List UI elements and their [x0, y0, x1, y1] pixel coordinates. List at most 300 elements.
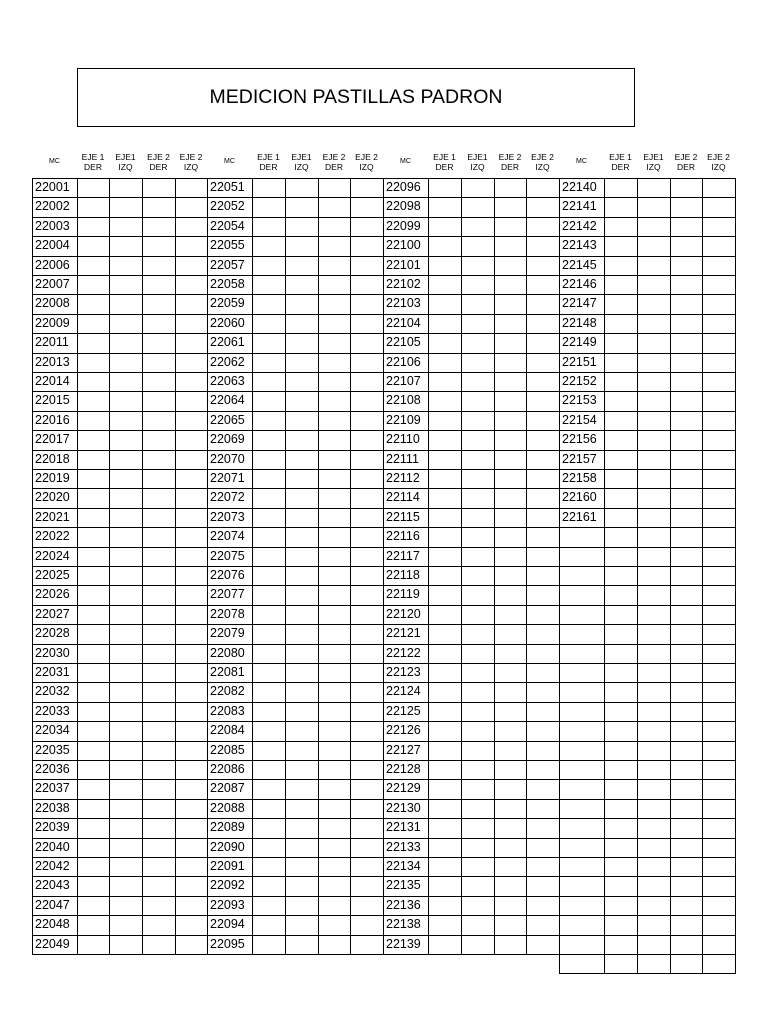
measurement-cell[interactable]	[143, 392, 175, 410]
measurement-cell[interactable]	[176, 703, 207, 721]
measurement-cell[interactable]	[253, 315, 285, 333]
measurement-cell[interactable]	[671, 528, 702, 546]
measurement-cell[interactable]	[429, 916, 461, 934]
measurement-cell[interactable]	[703, 198, 735, 216]
measurement-cell[interactable]	[527, 858, 559, 876]
measurement-cell[interactable]	[253, 819, 285, 837]
measurement-cell[interactable]	[110, 819, 142, 837]
measurement-cell[interactable]	[176, 179, 207, 197]
measurement-cell[interactable]	[605, 276, 637, 294]
measurement-cell[interactable]	[319, 257, 350, 275]
measurement-cell[interactable]	[78, 780, 109, 798]
measurement-cell[interactable]	[78, 528, 109, 546]
measurement-cell[interactable]	[671, 936, 702, 954]
measurement-cell[interactable]	[638, 451, 670, 469]
measurement-cell[interactable]	[495, 509, 526, 527]
measurement-cell[interactable]	[286, 625, 318, 643]
measurement-cell[interactable]	[110, 936, 142, 954]
measurement-cell[interactable]	[319, 489, 350, 507]
measurement-cell[interactable]	[638, 819, 670, 837]
measurement-cell[interactable]	[703, 742, 735, 760]
measurement-cell[interactable]	[495, 567, 526, 585]
measurement-cell[interactable]	[253, 179, 285, 197]
measurement-cell[interactable]	[429, 237, 461, 255]
measurement-cell[interactable]	[527, 877, 559, 895]
measurement-cell[interactable]	[351, 780, 383, 798]
measurement-cell[interactable]	[462, 354, 494, 372]
measurement-cell[interactable]	[495, 625, 526, 643]
measurement-cell[interactable]	[351, 916, 383, 934]
measurement-cell[interactable]	[462, 567, 494, 585]
measurement-cell[interactable]	[495, 916, 526, 934]
measurement-cell[interactable]	[703, 237, 735, 255]
measurement-cell[interactable]	[429, 606, 461, 624]
measurement-cell[interactable]	[703, 839, 735, 857]
measurement-cell[interactable]	[605, 645, 637, 663]
measurement-cell[interactable]	[671, 722, 702, 740]
measurement-cell[interactable]	[143, 936, 175, 954]
measurement-cell[interactable]	[176, 916, 207, 934]
measurement-cell[interactable]	[605, 179, 637, 197]
measurement-cell[interactable]	[319, 334, 350, 352]
measurement-cell[interactable]	[253, 528, 285, 546]
measurement-cell[interactable]	[286, 218, 318, 236]
measurement-cell[interactable]	[286, 334, 318, 352]
measurement-cell[interactable]	[703, 780, 735, 798]
measurement-cell[interactable]	[703, 412, 735, 430]
measurement-cell[interactable]	[638, 528, 670, 546]
measurement-cell[interactable]	[78, 334, 109, 352]
measurement-cell[interactable]	[462, 742, 494, 760]
measurement-cell[interactable]	[351, 625, 383, 643]
measurement-cell[interactable]	[110, 645, 142, 663]
measurement-cell[interactable]	[703, 586, 735, 604]
measurement-cell[interactable]	[78, 412, 109, 430]
measurement-cell[interactable]	[605, 567, 637, 585]
measurement-cell[interactable]	[605, 858, 637, 876]
measurement-cell[interactable]	[143, 858, 175, 876]
measurement-cell[interactable]	[78, 819, 109, 837]
measurement-cell[interactable]	[638, 645, 670, 663]
measurement-cell[interactable]	[429, 645, 461, 663]
measurement-cell[interactable]	[671, 257, 702, 275]
measurement-cell[interactable]	[319, 315, 350, 333]
measurement-cell[interactable]	[527, 625, 559, 643]
measurement-cell[interactable]	[319, 936, 350, 954]
measurement-cell[interactable]	[110, 315, 142, 333]
measurement-cell[interactable]	[462, 703, 494, 721]
measurement-cell[interactable]	[429, 761, 461, 779]
measurement-cell[interactable]	[176, 625, 207, 643]
measurement-cell[interactable]	[143, 683, 175, 701]
measurement-cell[interactable]	[605, 606, 637, 624]
measurement-cell[interactable]	[78, 451, 109, 469]
measurement-cell[interactable]	[605, 257, 637, 275]
measurement-cell[interactable]	[110, 218, 142, 236]
measurement-cell[interactable]	[176, 489, 207, 507]
measurement-cell[interactable]	[253, 916, 285, 934]
measurement-cell[interactable]	[671, 780, 702, 798]
measurement-cell[interactable]	[176, 839, 207, 857]
measurement-cell[interactable]	[319, 373, 350, 391]
measurement-cell[interactable]	[286, 858, 318, 876]
measurement-cell[interactable]	[110, 412, 142, 430]
measurement-cell[interactable]	[253, 800, 285, 818]
measurement-cell[interactable]	[253, 567, 285, 585]
measurement-cell[interactable]	[495, 877, 526, 895]
measurement-cell[interactable]	[671, 916, 702, 934]
measurement-cell[interactable]	[703, 858, 735, 876]
measurement-cell[interactable]	[638, 916, 670, 934]
measurement-cell[interactable]	[703, 257, 735, 275]
measurement-cell[interactable]	[638, 683, 670, 701]
measurement-cell[interactable]	[703, 936, 735, 954]
measurement-cell[interactable]	[253, 780, 285, 798]
measurement-cell[interactable]	[351, 606, 383, 624]
measurement-cell[interactable]	[527, 315, 559, 333]
measurement-cell[interactable]	[703, 761, 735, 779]
measurement-cell[interactable]	[429, 470, 461, 488]
measurement-cell[interactable]	[495, 179, 526, 197]
measurement-cell[interactable]	[703, 218, 735, 236]
measurement-cell[interactable]	[253, 625, 285, 643]
measurement-cell[interactable]	[527, 392, 559, 410]
measurement-cell[interactable]	[253, 586, 285, 604]
measurement-cell[interactable]	[703, 354, 735, 372]
measurement-cell[interactable]	[638, 509, 670, 527]
measurement-cell[interactable]	[462, 916, 494, 934]
measurement-cell[interactable]	[78, 470, 109, 488]
measurement-cell[interactable]	[638, 800, 670, 818]
measurement-cell[interactable]	[671, 955, 702, 973]
measurement-cell[interactable]	[110, 451, 142, 469]
measurement-cell[interactable]	[351, 548, 383, 566]
measurement-cell[interactable]	[605, 412, 637, 430]
measurement-cell[interactable]	[143, 761, 175, 779]
measurement-cell[interactable]	[429, 392, 461, 410]
measurement-cell[interactable]	[143, 645, 175, 663]
measurement-cell[interactable]	[703, 451, 735, 469]
measurement-cell[interactable]	[176, 761, 207, 779]
measurement-cell[interactable]	[143, 800, 175, 818]
measurement-cell[interactable]	[110, 800, 142, 818]
measurement-cell[interactable]	[703, 179, 735, 197]
measurement-cell[interactable]	[671, 276, 702, 294]
measurement-cell[interactable]	[638, 334, 670, 352]
measurement-cell[interactable]	[671, 877, 702, 895]
measurement-cell[interactable]	[176, 373, 207, 391]
measurement-cell[interactable]	[638, 780, 670, 798]
measurement-cell[interactable]	[176, 412, 207, 430]
measurement-cell[interactable]	[110, 916, 142, 934]
measurement-cell[interactable]	[78, 858, 109, 876]
measurement-cell[interactable]	[462, 373, 494, 391]
measurement-cell[interactable]	[703, 470, 735, 488]
measurement-cell[interactable]	[429, 683, 461, 701]
measurement-cell[interactable]	[319, 586, 350, 604]
measurement-cell[interactable]	[286, 509, 318, 527]
measurement-cell[interactable]	[143, 780, 175, 798]
measurement-cell[interactable]	[495, 198, 526, 216]
measurement-cell[interactable]	[429, 257, 461, 275]
measurement-cell[interactable]	[110, 237, 142, 255]
measurement-cell[interactable]	[495, 528, 526, 546]
measurement-cell[interactable]	[253, 548, 285, 566]
measurement-cell[interactable]	[176, 334, 207, 352]
measurement-cell[interactable]	[495, 218, 526, 236]
measurement-cell[interactable]	[671, 315, 702, 333]
measurement-cell[interactable]	[176, 664, 207, 682]
measurement-cell[interactable]	[495, 780, 526, 798]
measurement-cell[interactable]	[253, 237, 285, 255]
measurement-cell[interactable]	[638, 742, 670, 760]
measurement-cell[interactable]	[78, 742, 109, 760]
measurement-cell[interactable]	[605, 334, 637, 352]
measurement-cell[interactable]	[143, 198, 175, 216]
measurement-cell[interactable]	[78, 315, 109, 333]
measurement-cell[interactable]	[527, 198, 559, 216]
measurement-cell[interactable]	[253, 373, 285, 391]
measurement-cell[interactable]	[351, 373, 383, 391]
measurement-cell[interactable]	[319, 703, 350, 721]
measurement-cell[interactable]	[176, 606, 207, 624]
measurement-cell[interactable]	[110, 509, 142, 527]
measurement-cell[interactable]	[605, 237, 637, 255]
measurement-cell[interactable]	[605, 916, 637, 934]
measurement-cell[interactable]	[176, 315, 207, 333]
measurement-cell[interactable]	[527, 780, 559, 798]
measurement-cell[interactable]	[462, 179, 494, 197]
measurement-cell[interactable]	[351, 198, 383, 216]
measurement-cell[interactable]	[671, 218, 702, 236]
measurement-cell[interactable]	[495, 392, 526, 410]
measurement-cell[interactable]	[78, 218, 109, 236]
measurement-cell[interactable]	[286, 722, 318, 740]
measurement-cell[interactable]	[429, 839, 461, 857]
measurement-cell[interactable]	[351, 819, 383, 837]
measurement-cell[interactable]	[110, 392, 142, 410]
measurement-cell[interactable]	[429, 451, 461, 469]
measurement-cell[interactable]	[143, 528, 175, 546]
measurement-cell[interactable]	[462, 412, 494, 430]
measurement-cell[interactable]	[671, 819, 702, 837]
measurement-cell[interactable]	[638, 237, 670, 255]
measurement-cell[interactable]	[638, 179, 670, 197]
measurement-cell[interactable]	[143, 295, 175, 313]
measurement-cell[interactable]	[176, 354, 207, 372]
measurement-cell[interactable]	[78, 839, 109, 857]
measurement-cell[interactable]	[462, 257, 494, 275]
measurement-cell[interactable]	[351, 509, 383, 527]
measurement-cell[interactable]	[176, 800, 207, 818]
measurement-cell[interactable]	[703, 567, 735, 585]
measurement-cell[interactable]	[319, 509, 350, 527]
measurement-cell[interactable]	[462, 198, 494, 216]
measurement-cell[interactable]	[176, 683, 207, 701]
measurement-cell[interactable]	[176, 936, 207, 954]
measurement-cell[interactable]	[78, 877, 109, 895]
measurement-cell[interactable]	[319, 761, 350, 779]
measurement-cell[interactable]	[638, 586, 670, 604]
measurement-cell[interactable]	[78, 392, 109, 410]
measurement-cell[interactable]	[143, 315, 175, 333]
measurement-cell[interactable]	[319, 470, 350, 488]
measurement-cell[interactable]	[638, 295, 670, 313]
measurement-cell[interactable]	[462, 936, 494, 954]
measurement-cell[interactable]	[429, 509, 461, 527]
measurement-cell[interactable]	[638, 936, 670, 954]
measurement-cell[interactable]	[319, 877, 350, 895]
measurement-cell[interactable]	[429, 354, 461, 372]
measurement-cell[interactable]	[286, 819, 318, 837]
measurement-cell[interactable]	[671, 198, 702, 216]
measurement-cell[interactable]	[351, 237, 383, 255]
measurement-cell[interactable]	[78, 800, 109, 818]
measurement-cell[interactable]	[462, 722, 494, 740]
measurement-cell[interactable]	[110, 606, 142, 624]
measurement-cell[interactable]	[495, 489, 526, 507]
measurement-cell[interactable]	[319, 412, 350, 430]
measurement-cell[interactable]	[143, 431, 175, 449]
measurement-cell[interactable]	[176, 276, 207, 294]
measurement-cell[interactable]	[462, 839, 494, 857]
measurement-cell[interactable]	[78, 683, 109, 701]
measurement-cell[interactable]	[495, 354, 526, 372]
measurement-cell[interactable]	[429, 858, 461, 876]
measurement-cell[interactable]	[495, 470, 526, 488]
measurement-cell[interactable]	[351, 451, 383, 469]
measurement-cell[interactable]	[527, 683, 559, 701]
measurement-cell[interactable]	[671, 354, 702, 372]
measurement-cell[interactable]	[319, 780, 350, 798]
measurement-cell[interactable]	[286, 916, 318, 934]
measurement-cell[interactable]	[176, 780, 207, 798]
measurement-cell[interactable]	[286, 392, 318, 410]
measurement-cell[interactable]	[78, 722, 109, 740]
measurement-cell[interactable]	[351, 839, 383, 857]
measurement-cell[interactable]	[319, 237, 350, 255]
measurement-cell[interactable]	[351, 334, 383, 352]
measurement-cell[interactable]	[703, 315, 735, 333]
measurement-cell[interactable]	[176, 470, 207, 488]
measurement-cell[interactable]	[495, 761, 526, 779]
measurement-cell[interactable]	[78, 509, 109, 527]
measurement-cell[interactable]	[671, 742, 702, 760]
measurement-cell[interactable]	[527, 334, 559, 352]
measurement-cell[interactable]	[495, 412, 526, 430]
measurement-cell[interactable]	[351, 528, 383, 546]
measurement-cell[interactable]	[527, 412, 559, 430]
measurement-cell[interactable]	[605, 839, 637, 857]
measurement-cell[interactable]	[429, 780, 461, 798]
measurement-cell[interactable]	[462, 489, 494, 507]
measurement-cell[interactable]	[703, 276, 735, 294]
measurement-cell[interactable]	[527, 528, 559, 546]
measurement-cell[interactable]	[671, 392, 702, 410]
measurement-cell[interactable]	[638, 664, 670, 682]
measurement-cell[interactable]	[351, 586, 383, 604]
measurement-cell[interactable]	[638, 858, 670, 876]
measurement-cell[interactable]	[671, 412, 702, 430]
measurement-cell[interactable]	[319, 354, 350, 372]
measurement-cell[interactable]	[495, 722, 526, 740]
measurement-cell[interactable]	[143, 606, 175, 624]
measurement-cell[interactable]	[253, 509, 285, 527]
measurement-cell[interactable]	[351, 877, 383, 895]
measurement-cell[interactable]	[319, 295, 350, 313]
measurement-cell[interactable]	[351, 315, 383, 333]
measurement-cell[interactable]	[143, 489, 175, 507]
measurement-cell[interactable]	[527, 586, 559, 604]
measurement-cell[interactable]	[429, 664, 461, 682]
measurement-cell[interactable]	[78, 703, 109, 721]
measurement-cell[interactable]	[462, 819, 494, 837]
measurement-cell[interactable]	[462, 451, 494, 469]
measurement-cell[interactable]	[495, 819, 526, 837]
measurement-cell[interactable]	[495, 703, 526, 721]
measurement-cell[interactable]	[351, 257, 383, 275]
measurement-cell[interactable]	[671, 606, 702, 624]
measurement-cell[interactable]	[671, 800, 702, 818]
measurement-cell[interactable]	[495, 606, 526, 624]
measurement-cell[interactable]	[110, 858, 142, 876]
measurement-cell[interactable]	[78, 548, 109, 566]
measurement-cell[interactable]	[351, 218, 383, 236]
measurement-cell[interactable]	[638, 218, 670, 236]
measurement-cell[interactable]	[495, 664, 526, 682]
measurement-cell[interactable]	[495, 586, 526, 604]
measurement-cell[interactable]	[605, 315, 637, 333]
measurement-cell[interactable]	[638, 276, 670, 294]
measurement-cell[interactable]	[176, 451, 207, 469]
measurement-cell[interactable]	[351, 936, 383, 954]
measurement-cell[interactable]	[286, 315, 318, 333]
measurement-cell[interactable]	[605, 431, 637, 449]
measurement-cell[interactable]	[143, 586, 175, 604]
measurement-cell[interactable]	[462, 528, 494, 546]
measurement-cell[interactable]	[319, 858, 350, 876]
measurement-cell[interactable]	[605, 198, 637, 216]
measurement-cell[interactable]	[495, 257, 526, 275]
measurement-cell[interactable]	[703, 295, 735, 313]
measurement-cell[interactable]	[527, 489, 559, 507]
measurement-cell[interactable]	[462, 295, 494, 313]
measurement-cell[interactable]	[605, 528, 637, 546]
measurement-cell[interactable]	[527, 218, 559, 236]
measurement-cell[interactable]	[143, 218, 175, 236]
measurement-cell[interactable]	[671, 470, 702, 488]
measurement-cell[interactable]	[143, 839, 175, 857]
measurement-cell[interactable]	[703, 645, 735, 663]
measurement-cell[interactable]	[703, 548, 735, 566]
measurement-cell[interactable]	[462, 470, 494, 488]
measurement-cell[interactable]	[110, 528, 142, 546]
measurement-cell[interactable]	[351, 431, 383, 449]
measurement-cell[interactable]	[110, 586, 142, 604]
measurement-cell[interactable]	[527, 257, 559, 275]
measurement-cell[interactable]	[703, 819, 735, 837]
measurement-cell[interactable]	[286, 839, 318, 857]
measurement-cell[interactable]	[351, 276, 383, 294]
measurement-cell[interactable]	[527, 936, 559, 954]
measurement-cell[interactable]	[429, 373, 461, 391]
measurement-cell[interactable]	[286, 451, 318, 469]
measurement-cell[interactable]	[351, 412, 383, 430]
measurement-cell[interactable]	[605, 780, 637, 798]
measurement-cell[interactable]	[527, 703, 559, 721]
measurement-cell[interactable]	[605, 819, 637, 837]
measurement-cell[interactable]	[319, 664, 350, 682]
